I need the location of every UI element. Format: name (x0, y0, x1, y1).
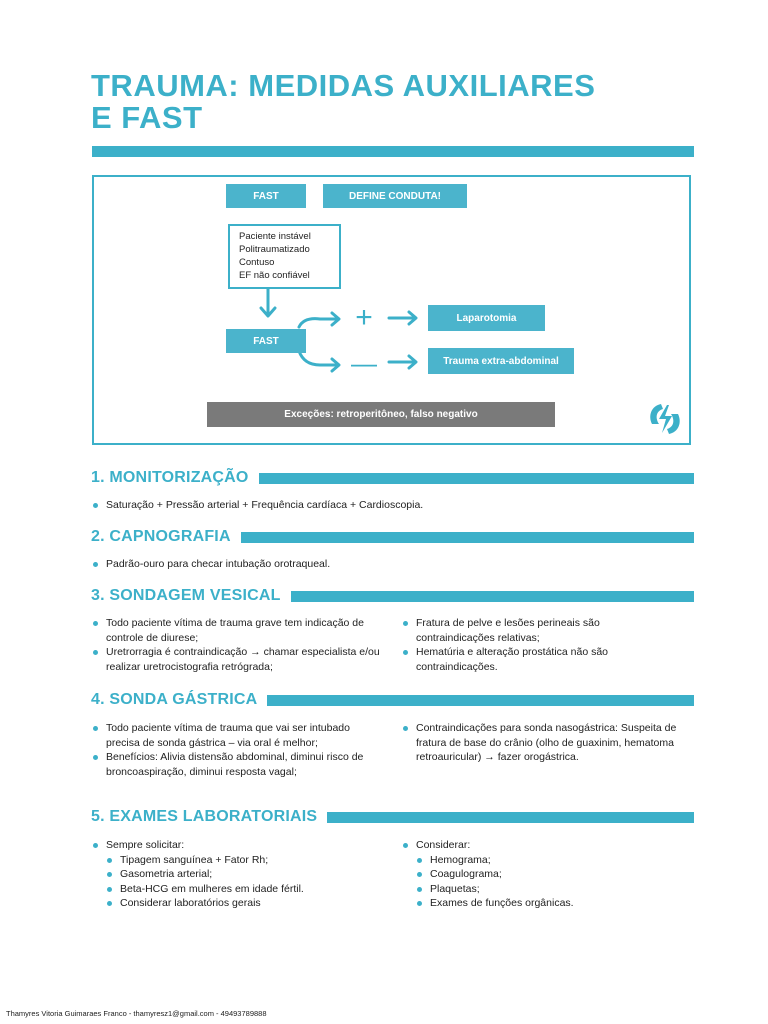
section-2-header (91, 527, 694, 547)
section-5-left-list (92, 838, 392, 911)
list-item: Todo paciente vítima de trauma que vai ser intubado precisa de sonda gástrica – via oral é melhor; (92, 721, 382, 750)
list-subitem: Beta-HCG em mulheres em idade fértil. (92, 882, 392, 897)
list-subitem: Coagulograma; (402, 867, 682, 882)
section-4-left-list (92, 721, 382, 779)
title-line-1: TRAUMA: MEDIDAS AUXILIARES (91, 68, 596, 103)
list-subitem: Tipagem sanguínea + Fator Rh; (92, 853, 392, 868)
section-1-header (91, 468, 694, 488)
section-4-right-list (402, 721, 682, 765)
list-item: Uretrorragia é contraindicação → chamar especialista e/ou realizar uretrocistografia retrógrada; (92, 645, 392, 674)
trauma-extra-box: Trauma extra-abdominal (428, 348, 574, 374)
criteria-item: Politraumatizado (239, 244, 310, 255)
list-item: Considerar: (402, 838, 682, 853)
section-5-right-list (402, 838, 682, 911)
list-item: Benefícios: Alivia distensão abdominal, diminui risco de broncoaspiração, diminui resposta vagal; (92, 750, 382, 779)
section-1-title: 1. MONITORIZAÇÃO (91, 469, 249, 486)
title-line-2: E FAST (91, 100, 203, 135)
brand-logo-icon (647, 402, 683, 436)
list-item: Contraindicações para sonda nasogástrica: Suspeita de fratura de base do crânio (olho de guaxinim, hematoma retroauricular) → fazer orogástrica. (402, 721, 682, 765)
negative-sign: — (351, 348, 377, 378)
section-3-left-list (92, 616, 392, 674)
fast-mid-box: FAST (226, 329, 306, 353)
list-item: Fratura de pelve e lesões perineais são contraindicações relativas; (402, 616, 667, 645)
title-divider (92, 146, 694, 157)
define-conduta-box: DEFINE CONDUTA! (323, 184, 467, 208)
criteria-item: Contuso (239, 257, 275, 268)
list-item: Todo paciente vítima de trauma grave tem indicação de controle de diurese; (92, 616, 392, 645)
section-3-header (91, 586, 694, 606)
section-5-title: 5. EXAMES LABORATORIAIS (91, 808, 318, 825)
list-item: Hematúria e alteração prostática não são contraindicações. (402, 645, 667, 674)
criteria-item: EF não confiável (239, 270, 310, 281)
list-subitem: Considerar laboratórios gerais (92, 896, 392, 911)
criteria-item: Paciente instável (239, 231, 311, 242)
section-2-list (92, 557, 692, 572)
page-title (91, 70, 691, 134)
laparotomia-box: Laparotomia (428, 305, 545, 331)
fast-top-box: FAST (226, 184, 306, 208)
exceptions-box: Exceções: retroperitôneo, falso negativo (207, 402, 555, 427)
footer-watermark: Thamyres Vitoria Guimaraes Franco - thamyresz1@gmail.com - 49493789888 (6, 1009, 267, 1018)
list-subitem: Hemograma; (402, 853, 682, 868)
list-item: Padrão-ouro para checar intubação orotraqueal. (92, 557, 692, 572)
section-3-right-list (402, 616, 667, 674)
positive-sign: + (355, 301, 373, 334)
section-5-header (91, 807, 694, 827)
list-item: Saturação + Pressão arterial + Frequência cardíaca + Cardioscopia. (92, 498, 692, 513)
list-subitem: Plaquetas; (402, 882, 682, 897)
section-4-header (91, 690, 694, 710)
list-item: Sempre solicitar: (92, 838, 392, 853)
section-2-title: 2. CAPNOGRAFIA (91, 528, 231, 545)
list-subitem: Exames de funções orgânicas. (402, 896, 682, 911)
list-subitem: Gasometria arterial; (92, 867, 392, 882)
section-3-title: 3. SONDAGEM VESICAL (91, 587, 281, 604)
section-1-list (92, 498, 692, 513)
section-4-title: 4. SONDA GÁSTRICA (91, 691, 258, 708)
